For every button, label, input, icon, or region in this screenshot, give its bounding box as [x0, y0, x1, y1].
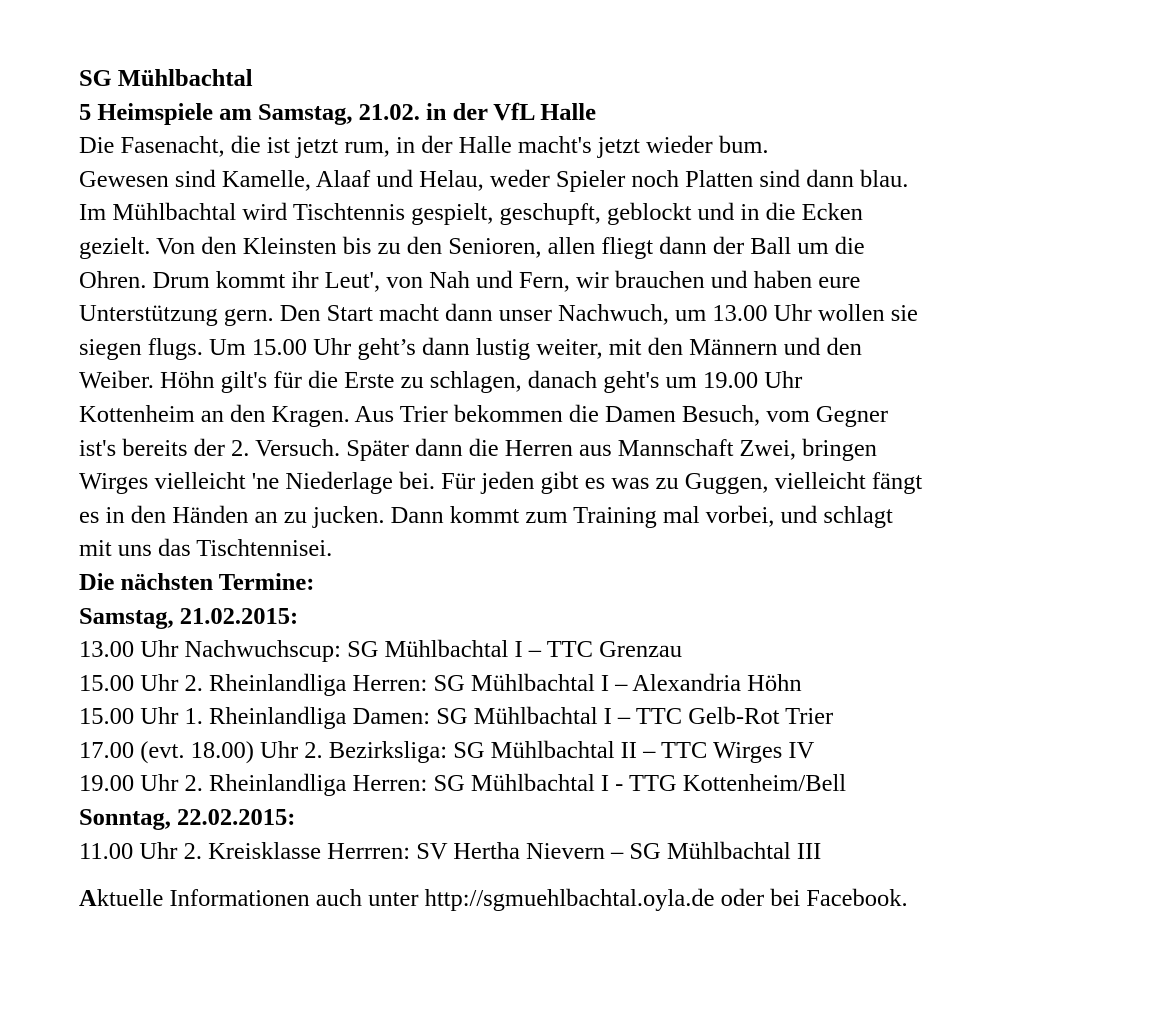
body-line: Wirges vielleicht 'ne Niederlage bei. Für jeden gibt es was zu Guggen, vielleicht fängt	[79, 468, 923, 496]
sunday-schedule	[79, 801, 1139, 868]
newsletter-article	[79, 62, 1139, 916]
body-line: gezielt. Von den Kleinsten bis zu den Senioren, allen fliegt dann der Ball um die	[79, 232, 865, 260]
spacer	[79, 868, 1139, 882]
match-entry: 13.00 Uhr Nachwuchscup: SG Mühlbachtal I – TTC Grenzau	[79, 636, 683, 664]
body-line: ist's bereits der 2. Versuch. Später dann die Herren aus Mannschaft Zwei, bringen	[79, 434, 877, 462]
body-line: mit uns das Tischtennisei.	[79, 535, 333, 563]
sunday-date-label: Sonntag, 22.02.2015:	[79, 804, 296, 832]
match-entry: 15.00 Uhr 2. Rheinlandliga Herren: SG Mühlbachtal I – Alexandria Höhn	[79, 669, 802, 697]
footer-text: ktuelle Informationen auch unter http://sgmuehlbachtal.oyla.de oder bei Facebook.	[96, 885, 908, 913]
schedule-heading: Die nächsten Termine:	[79, 568, 315, 596]
article-headline: 5 Heimspiele am Samstag, 21.02. in der VfL Halle	[79, 98, 596, 126]
body-line: Ohren. Drum kommt ihr Leut', von Nah und Fern, wir brauchen und haben eure	[79, 266, 861, 294]
match-entry: 11.00 Uhr 2. Kreisklasse Herrren: SV Hertha Nievern – SG Mühlbachtal III	[79, 837, 822, 865]
match-entry: 17.00 (evt. 18.00) Uhr 2. Bezirksliga: SG Mühlbachtal II – TTC Wirges IV	[79, 736, 815, 764]
body-line: Die Fasenacht, die ist jetzt rum, in der Halle macht's jetzt wieder bum.	[79, 132, 769, 160]
match-entry: 19.00 Uhr 2. Rheinlandliga Herren: SG Mühlbachtal I - TTG Kottenheim/Bell	[79, 770, 847, 798]
footer-info	[79, 882, 1139, 916]
body-line: Weiber. Höhn gilt's für die Erste zu schlagen, danach geht's um 19.00 Uhr	[79, 367, 803, 395]
saturday-schedule	[79, 600, 1139, 802]
body-line: Kottenheim an den Kragen. Aus Trier bekommen die Damen Besuch, vom Gegner	[79, 400, 889, 428]
body-line: Im Mühlbachtal wird Tischtennis gespielt, geschupft, geblockt und in die Ecken	[79, 199, 863, 227]
body-line: es in den Händen an zu jucken. Dann kommt zum Training mal vorbei, und schlagt	[79, 501, 893, 529]
body-line: Unterstützung gern. Den Start macht dann unser Nachwuch, um 13.00 Uhr wollen sie	[79, 300, 918, 328]
body-line: Gewesen sind Kamelle, Alaaf und Helau, weder Spieler noch Platten sind dann blau.	[79, 165, 909, 193]
match-entry: 15.00 Uhr 1. Rheinlandliga Damen: SG Mühlbachtal I – TTC Gelb-Rot Trier	[79, 703, 834, 731]
footer-initial: A	[79, 885, 97, 913]
saturday-date-label: Samstag, 21.02.2015:	[79, 602, 299, 630]
body-line: siegen flugs. Um 15.00 Uhr geht’s dann lustig weiter, mit den Männern und den	[79, 333, 862, 361]
article-body	[79, 129, 1139, 566]
club-name-heading: SG Mühlbachtal	[79, 65, 253, 92]
